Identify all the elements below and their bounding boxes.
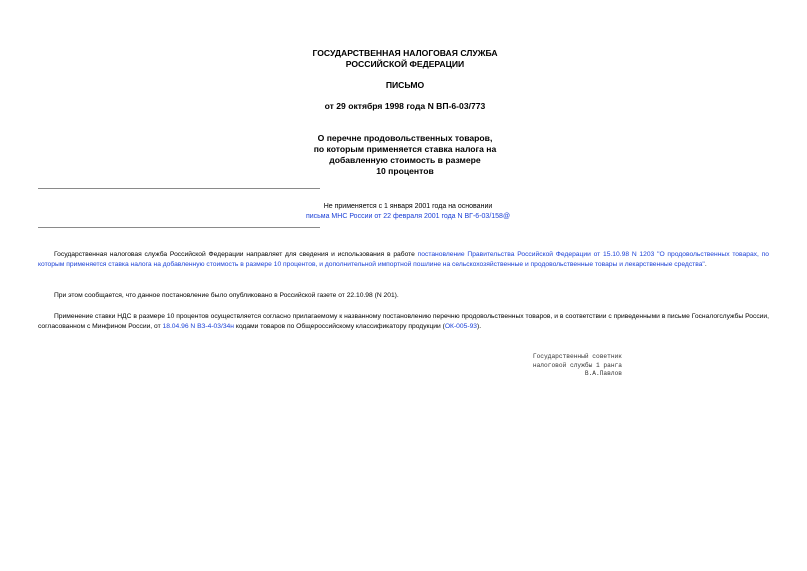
signature-block	[510, 353, 622, 379]
paragraph-3-text-1: Применение ставки НДС в размере 10 процентов осуществляется согласно прилагаемому к названному постановлению перечню продовольственных товаров, и в соответствии с приведенными в письме Госналогслужбы России, согласованном с Минфином России, от	[38, 313, 769, 330]
paragraph-1	[38, 250, 769, 270]
subject-line-2: по которым применяется ставка налога на	[313, 144, 497, 154]
subject-line-3: добавленную стоимость в размере	[329, 155, 481, 165]
signature-title-2: налоговой службы 1 ранга	[532, 361, 622, 369]
repeal-letter-link[interactable]: письма МНС России от 22 февраля 2001 года N ВГ-6-03/158@	[305, 213, 511, 220]
document-date-number: от 29 октября 1998 года N ВП-6-03/773	[324, 101, 486, 111]
paragraph-1-end: .	[704, 260, 707, 268]
paragraph-2: При этом сообщается, что данное постановление было опубликовано в Российской газете от 22.10.98 (N 201).	[54, 292, 399, 299]
subject-line-4: 10 процентов	[376, 166, 434, 176]
status-note-text: Не применяется с 1 января 2001 года на основании	[323, 203, 493, 210]
paragraph-3-text-2: кодами товаров по Общероссийскому классификатору продукции (	[233, 322, 445, 330]
paragraph-1-text: Государственная налоговая служба Российской Федерации направляет для сведения и использования в работе	[54, 251, 418, 258]
paragraph-3-text-3: ).	[477, 322, 482, 330]
signature-title-1: Государственный советник	[532, 353, 622, 360]
letter-vz-4-03-34n-link[interactable]: 18.04.96 N ВЗ-4-03/34н	[162, 322, 234, 330]
document-subject	[200, 133, 610, 177]
paragraph-3	[38, 312, 769, 332]
agency-name	[200, 48, 610, 70]
agency-line-1: ГОСУДАРСТВЕННАЯ НАЛОГОВАЯ СЛУЖБА	[312, 48, 498, 58]
subject-line-1: О перечне продовольственных товаров,	[317, 133, 493, 143]
top-divider	[38, 188, 320, 189]
ok-005-93-link[interactable]: ОК-005-93	[444, 322, 478, 330]
status-note-link-wrapper	[258, 211, 558, 222]
bottom-divider	[38, 227, 320, 228]
resolution-1203-link[interactable]: постановление Правительства Российской Федерации от 15.10.98 N 1203 "О продовольственных товарах, по которым применяется ставка налога на добавленную стоимость в размере 10 процентов, и дополнительной импортной пошлине на сельскохозяйственные и продовольственные товары и лекарственные средства"	[38, 251, 769, 268]
document-type: ПИСЬМО	[385, 80, 425, 90]
signature-name: В.А.Павлов	[584, 370, 622, 378]
agency-line-2: РОССИЙСКОЙ ФЕДЕРАЦИИ	[345, 59, 465, 69]
